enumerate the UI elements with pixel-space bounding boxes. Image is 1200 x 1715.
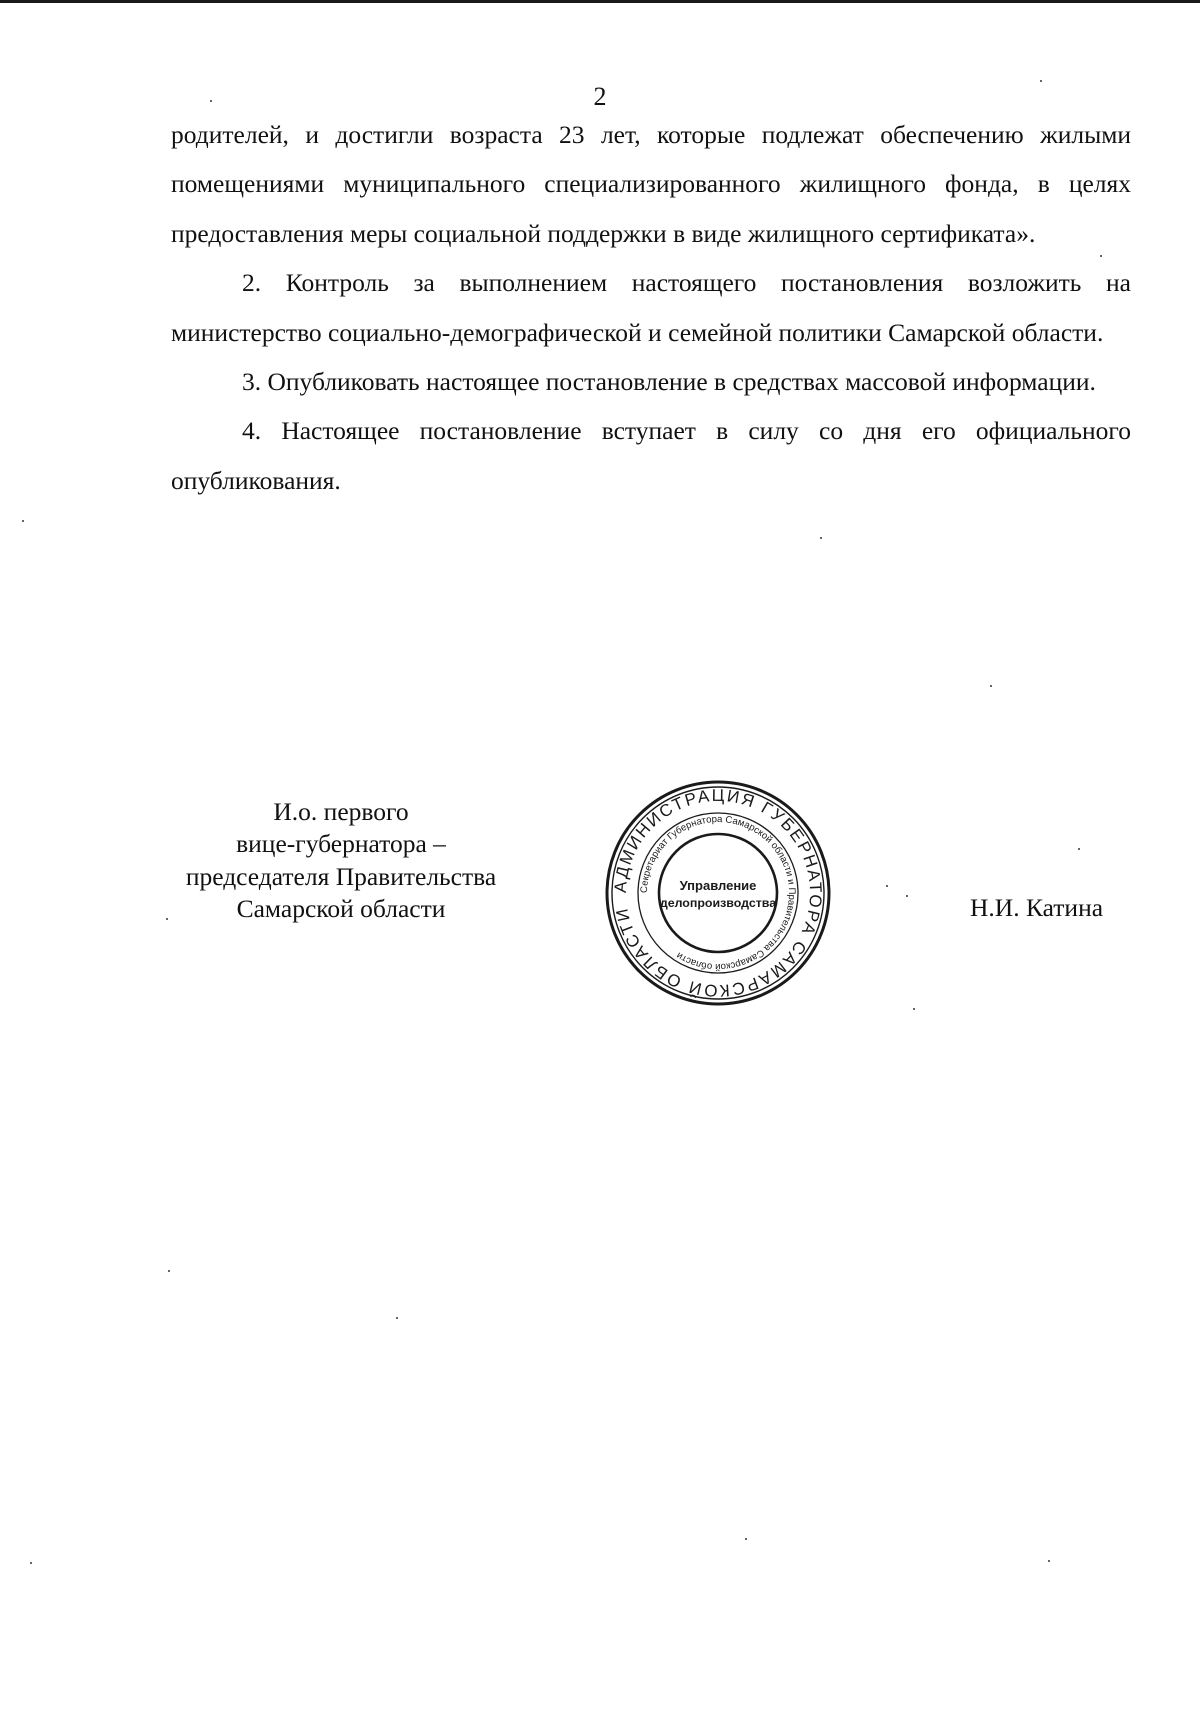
scan-speck — [990, 685, 992, 687]
stamp-center-line-1: Управление — [679, 878, 757, 893]
scan-speck — [1078, 848, 1080, 850]
stamp-outer-text: АДМИНИСТРАЦИЯ ГУБЕРНАТОРА САМАРСКОЙ ОБЛАСТИ — [610, 785, 826, 1001]
paragraph-item-3: 3. Опубликовать настоящее постановление в средствах массовой информации. — [242, 367, 1096, 397]
scan-speck — [745, 1538, 747, 1540]
signatory-title-line: председателя Правительства — [185, 861, 497, 891]
document-body — [171, 110, 1131, 505]
scan-speck — [30, 1562, 32, 1564]
paragraph-continuation: родителей, и достигли возраста 23 лет, которые подлежат обеспечению жилыми помещениями муниципального специализированного жилищного фонда, в целях предоставления меры социальной поддержки в виде жилищного сертификата». — [171, 120, 1131, 248]
scan-speck — [166, 918, 168, 920]
signatory-title — [161, 796, 521, 926]
stamp-center-line-2: делопроизводства — [659, 896, 777, 910]
scan-speck — [820, 537, 822, 539]
scan-speck — [886, 885, 888, 887]
official-seal-stamp — [604, 779, 832, 1007]
scan-speck — [1100, 255, 1102, 257]
scan-speck — [22, 520, 24, 522]
scan-speck — [906, 895, 908, 897]
signatory-title-line: И.о. первого — [273, 797, 409, 826]
scan-speck — [1048, 1560, 1050, 1562]
scan-speck — [913, 1008, 915, 1010]
stamp-inner-text: Секретариат Губернатора Самарской области и Правительства Самарской области — [638, 813, 798, 973]
scan-speck — [168, 1270, 170, 1272]
signatory-name: Н.И. Катина — [970, 893, 1104, 922]
scan-speck — [1040, 80, 1042, 82]
signatory-title-line: вице-губернатора – — [236, 829, 446, 859]
signatory-title-line: Самарской области — [236, 894, 446, 924]
scan-speck — [210, 100, 212, 102]
scan-speck — [396, 1317, 398, 1319]
paragraph-item-2: 2. Контроль за выполнением настоящего постановления возложить на министерство социально-демографической и семейной политики Самарской области. — [171, 268, 1131, 347]
top-border-line — [0, 0, 1200, 3]
page-number: 2 — [593, 82, 607, 111]
paragraph-item-4: 4. Настоящее постановление вступает в силу со дня его официального опубликования. — [171, 416, 1131, 495]
